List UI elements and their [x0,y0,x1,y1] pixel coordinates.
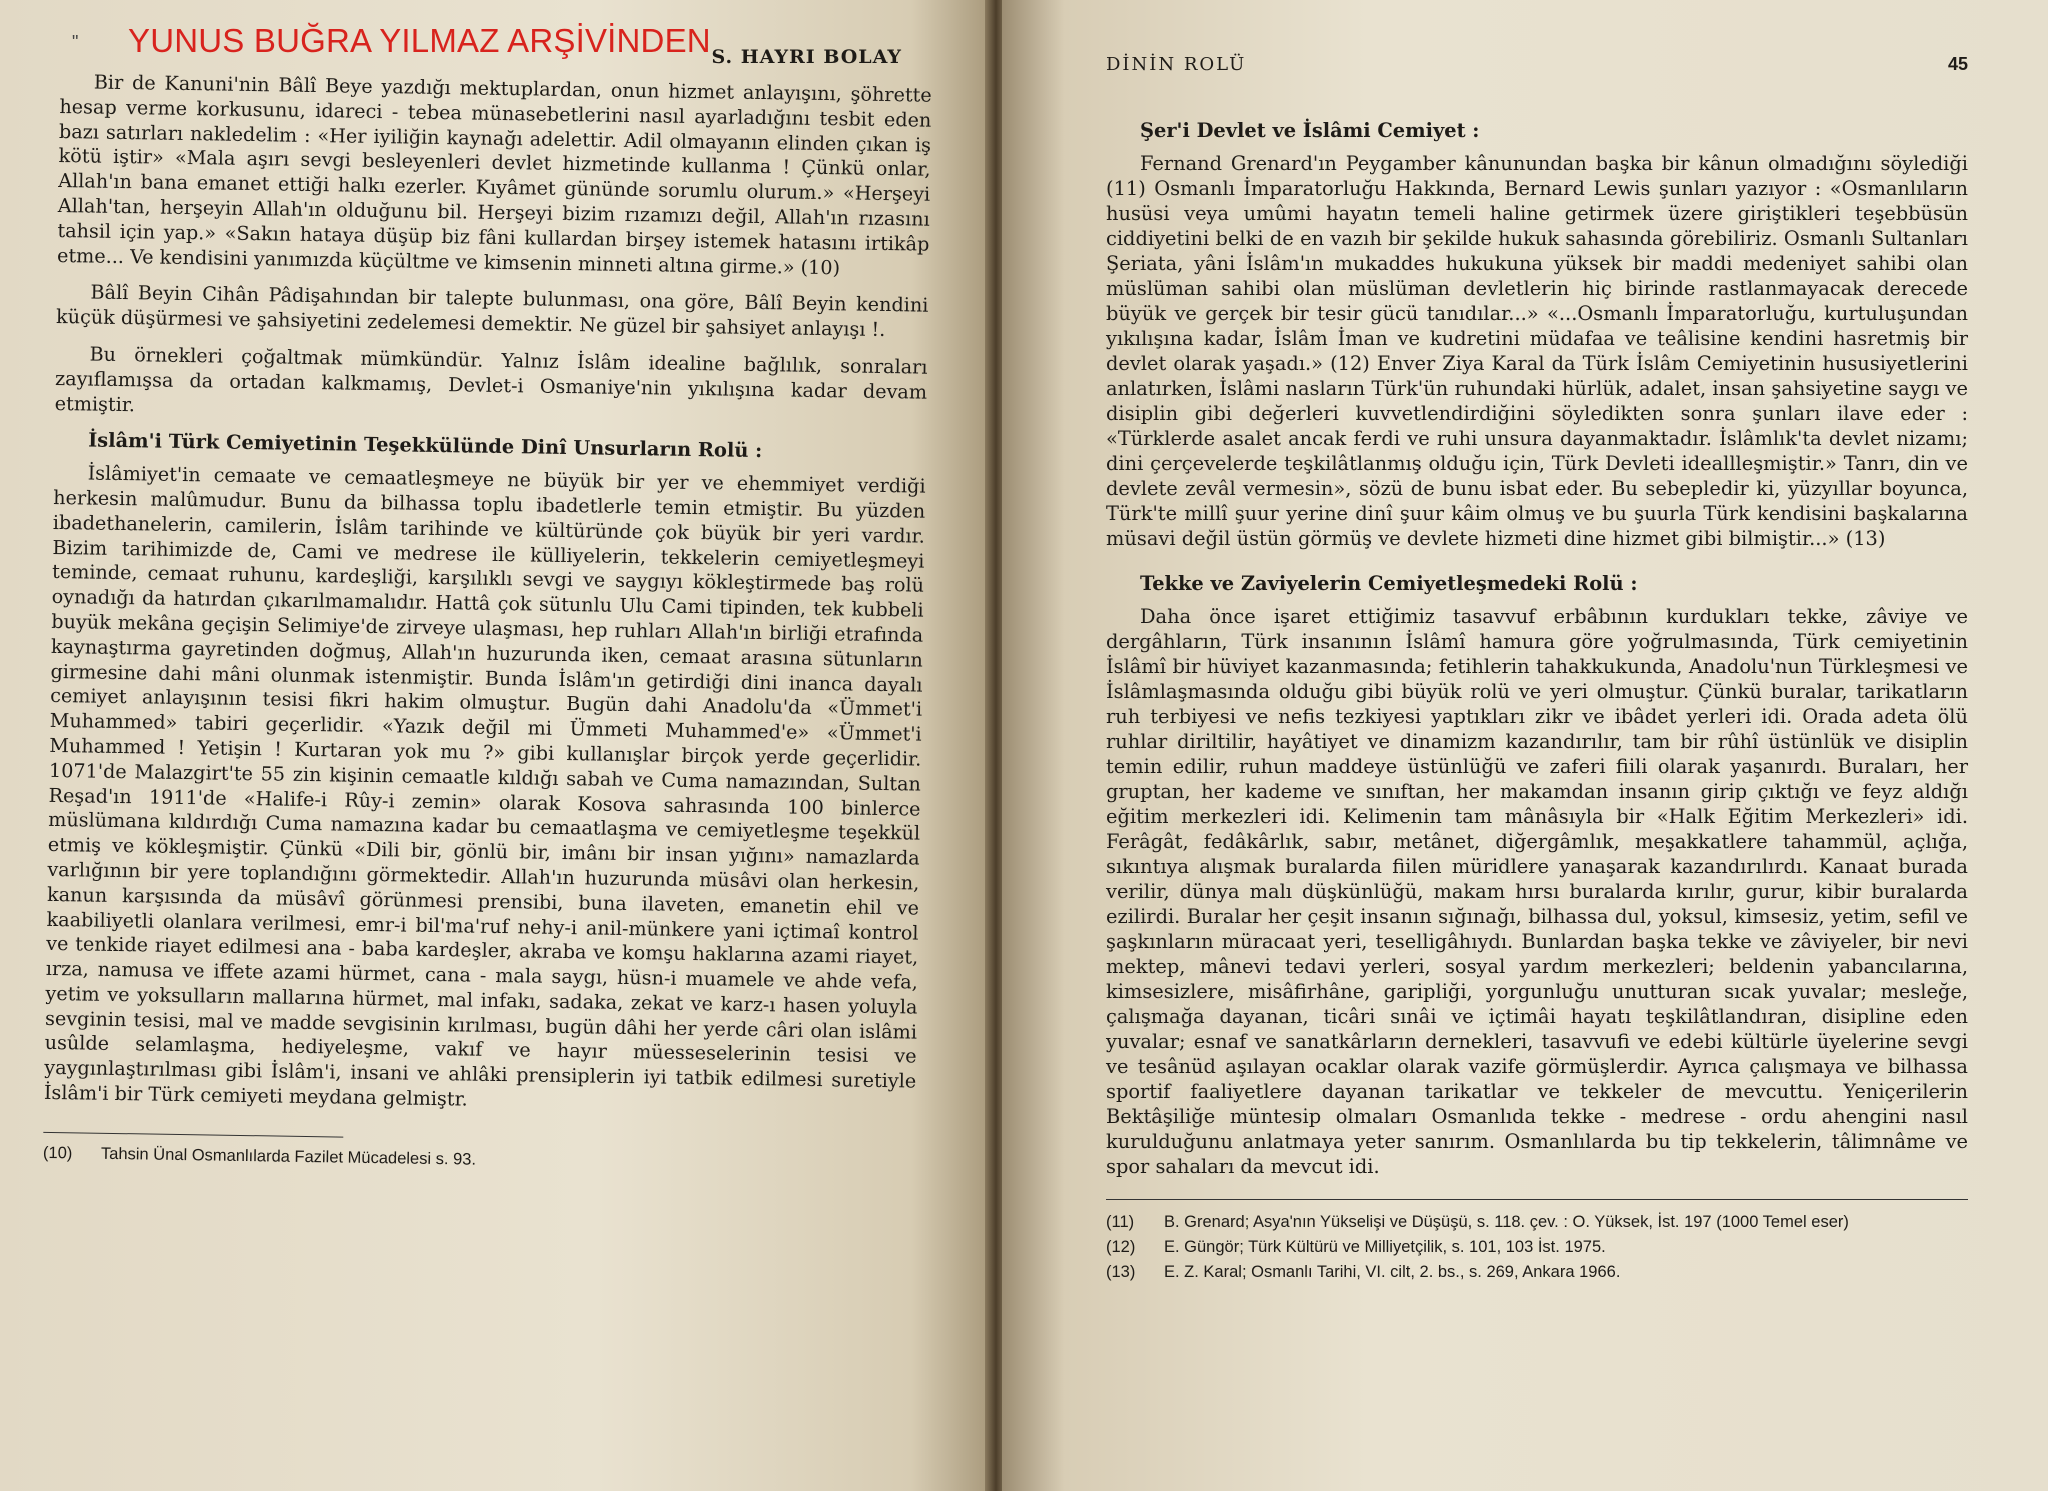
paragraph: Bâlî Beyin Cihân Pâdişahından bir talepte bulunması, ona göre, Bâlî Beyin kendini küçük düşürmesi ve şahsiyetini zedelemesi demektir. Ne güzel bir şahsiyet anlayışı !. [55,280,929,342]
page-number: 45 [1947,54,1968,74]
archive-watermark-label: YUNUS BUĞRA YILMAZ ARŞİVİNDEN [128,22,711,59]
footnote-number: (13) [1106,1263,1136,1281]
section-heading: Şer'i Devlet ve İslâmi Cemiyet : [1140,119,1480,142]
right-running-head [1106,46,1968,114]
footnote-rule [1106,1199,1968,1200]
footnote-number: (11) [1106,1213,1135,1231]
paragraph: İslâmiyet'in cemaate ve cemaatleşmeye ne büyük bir yer ve ehemmiyet verdiği herkesin malûmudur. Bunu da bilhassa toplu ibadetlerle temin etmiştir. Bu yüzden ibadethanelerin, camilerin, İslâm tarihinde ve kültüründe çok büyük bir yeri vardır. Bizim tarihimizde de, Cami ve medrese ile külliyelerin, tekkelerin cemiyetleşmeyi teminde, cemaat ruhunu, kardeşliği, karşılıklı sevgi ve saygıyı kökleştirmede baş rolü oynadığı da hatırdan çıkarılmamalıdır. Hattâ çok sütunlu Ulu Cami tipinden, tek kubbeli buyük mekâna geçişin Selimiye'de zirveye ulaşması, hep ruhları Allah'ın birliği etrafında kaynaştırma gayretinden doğmuş, Allah'ın huzurunda iken, cemaat arasına sütunların girmesine dahi mâni olunmak istenmiştir. Bunda İslâm'ın getirdiği dini inanca dayalı cemiyet anlayışının tesisi fikri hakim olmuştur. Bugün dahi Anadolu'da «Ümmet'i Muhammed» tabiri geçerlidir. «Yazık değil mi Ümmeti Muhammed'e» «Ümmet'i Muhammed ! Yetişin ! Kurtaran yok mu ?» gibi kullanışlar birçok yerde geçerlidir. 1071'de Malazgirt'te 55 zin kişinin cemaatle kıldığı sabah ve Cuma namazından, Sultan Reşad'ın 1911'de «Halife-i Rûy-i zemin» olarak Kosova sahrasında 100 binlerce müslümana kıldırdığı Cuma namazına kadar bu cemaatlaşma ve cemiyetleşme teşekkül etmiş ve kökleşmiştir. Çünkü «Dili bir, gönlü bir, imânı bir insan yığını» namazlarda varlığının bir yere toplandığını görmektedir. Allah'ın huzurunda müsâvi olan herkesin, kanun karşısında da müsâvî görünmesi prensibi, buna ilaveten, emanetin ehil ve kaabiliyetli olanlara verilmesi, emr-i bil'ma'ruf nehy-i anil-münkere yani içtimaî kontrol ve tenkide riayet edilmesi ana - baba kardeşler, akraba ve komşu haklarına azami riayet, ırza, namusa ve iffete azami hürmet, cana - mala saygı, hüsn-i muamele ve ahde vefa, yetim ve yoksulların mallarına hürmet, mal infakı, sadaka, zekat ve karz-ı hasen yoluyla sevginin tesisi, mal ve madde sevgisinin kırılması, bugün dâhi her yerde câri olan islâmi usûlde selamlaşma, hediyeleşme, vakıf ve hayır müesseselerinin tesisi ve yaygınlaştırılması gibi İslâm'i, insani ve ahlâki prensiplerin iyi tatbik edilmesi suretiyle İslâm'i bir Türk cemiyeti meydana gelmiştr. [43,461,926,1111]
page-mark: " [72,32,79,52]
right-page [1002,0,2048,1491]
footnote-number: (10) [42,1143,73,1163]
paragraph: Bir de Kanuni'nin Bâlî Beye yazdığı mektuplardan, onun hizmet anlayışını, şöhrette hesap verme korkusunu, idareci - tebea münasebetlerini nasıl ayarladığını tesbit eden bazı satırları nakledelim : «Her iyiliğin kaynağı adelettir. Adil olmayanın elinden çıkan iş kötü iştir» «Mala aşırı sevgi besleyenleri devlet hizmetinde kullanma ! Çünkü onlar, Allah'ın bana emanet ettiği halkı ezerler. Kıyâmet gününde sorumlu olurum.» «Herşeyi Allah'tan, herşeyin Allah'ın olduğunu bil. Herşeyi bizim rızamızı değil, Allah'ın rızasını tahsil için yap.» «Sakın hataya düşüp biz fâni kullardan birşey istemek hatasını irtikâp etme... Ve kendisini yanımızda küçültme ve kimsenin minneti altına girme.» (10) [56,70,932,279]
footnotes [43,1141,915,1180]
footnote-text: E. Z. Karal; Osmanlı Tarihi, VI. cilt, 2. bs., s. 269, Ankara 1966. [1164,1263,1621,1281]
paragraph: Daha önce işaret ettiğimiz tasavvuf erbâbının kurdukları tekke, zâviye ve dergâhların, Türk insanının İslâmî hamura göre yoğrulmasında, Türk cemiyetinin İslâmî bir hüviyet kazanmasında; fetihlerin tahakkukunda, Anadolu'nun Türkleşmesi ve İslâmlaşmasında olduğu gibi büyük rolü ve yeri olmuştur. Çünkü buralar, tarikatların ruh terbiyesi ve nefis tezkiyesi yaptıkları zikr ve ibâdet yerleri idi. Orada adeta ölü ruhlar diriltilir, hayâtiyet ve dinamizm kazandırılır, tam bir rûhî üstünlük ve disiplin temin edilir, ruhun maddeye üstünlüğü ve zaferi fiili olarak yaşanırdı. Buraları, her gruptan, her kademe ve sınıftan, her makamdan insanın girip çıktığı ve feyz aldığı eğitim merkezleri idi. Kelimenin tam mânâsıyla bir «Halk Eğitim Merkezleri» idi. Ferâgât, fedâkârlık, sabır, metânet, diğergâmlık, meşakkatlere tahammül, açlığa, sıkıntıya alışmak buralarda fiilen müridlere yanaşarak kazandırılırdı. Kanaat burada verilir, dünya malı düşkünlüğü, makam hırsı buralarda kırılır, gurur, kibir buralarda ezilirdi. Buralar her çeşit insanın sığınağı, bilhassa dul, yoksul, kimsesiz, yetim, sefil ve şaşkınların müracaat yeri, teselligâhıydı. Bunlardan başka tekke ve zâviyeler, bir nevi mektep, mânevi tedavi yerleri, sosyal yardım merkezleri; beldenin yabancılarına, kimsesizlere, misâfirhâne, garipliği, yorgunluğu unutturan sıcak yuvalar; mesleğe, çalışmağa dayanan, ticâri sınâi ve içtimâi hayatı teşkilâtlandıran, disipline eden yuvalar; esnaf ve sanatkârların dernekleri, tasavvufi ve edebi kültürle üyelerine sevgi ve tesânüd aşılayan ocaklar olarak vazife görmüşlerdir. Ayrıca çalışmaya ve bilhassa sportif faaliyetlere dayanan tarikatlar ve tekkeler de mevcuttu. Yeniçerilerin Bektâşiliğe müntesip olmaları Osmanlıda tekke - medrese - ordu ahengini nasıl kurulduğunu anlatmaya yeter sanırım. Osmanlılarda bu tip tekkelerin, tâlimnâme ve spor sahaları da mevcut idi. [1106,605,1968,1178]
paragraph: Fernand Grenard'ın Peygamber kânunundan başka bir kânun olmadığını söylediği (11) Osmanlı İmparatorluğu Hakkında, Bernard Lewis şunları yazıyor : «Osmanlıların husüsi veya umûmi hayatın temeli haline getirmek üzere giriştikleri teşebbüsün ciddiyetini belki de en vazıh bir şekilde hukuk sahasında görebiliriz. Osmanlı Sultanları Şeriata, yâni İslâm'ın mukaddes hukukuna yüksek bir maddi medeniyet sahibi olan müslüman sahibi olan müslüman devletlerin hiç birinde rastlanmayacak derecede büyük ve gerçek bir tesir gücü tanıdılar...» «...Osmanlı İmparatorluğu, kurtuluşundan yıkılışına kadar, İslâm İman ve kudretini müdafaa ve teâlisine kendini hasretmiş bir devlet olarak yaşadı.» (12) Enver Ziya Karal da Türk İslâm Cemiyetinin hususiyetlerini anlatırken, İslâmi nasların Türk'ün ruhundaki hürlük, adalet, insan şahsiyetine saygı ve disiplin gibi değerleri kuvvetlendirdiğini söyledikten sonra şunları ilave eder : «Türklerde asalet ancak ferdi ve ruhi unsura dayanmaktadır. İslâmlık'ta devlet nizamı; dini çerçevelerde teşkilâtlanmış olduğu için, Türk Devleti ideallleşmiştir.» Tanrı, din ve devlete zevâl vermesin», sözü de bunu isbat eder. Bu sebepledir ki, yüzyıllar boyunca, Türk'te millî şuur yerine dinî şuur kâim olmuş ve bu şuurla Türk kendisini başkalarına müsavi değil üstün görmüş ve devlete hizmeti dine hizmet gibi bilmiştir...» (13) [1106,152,1968,550]
right-body-text [1106,118,1968,1285]
footnote [1106,1235,1968,1260]
footnote-text: Tahsin Ünal Osmanlılarda Fazilet Mücadelesi s. 93. [100,1144,477,1169]
footnote [1106,1210,1968,1235]
author-running-head: S. HAYRI BOLAY [711,46,902,68]
left-body-text [43,70,932,1179]
footnotes [1106,1210,1968,1285]
paragraph: Bu örnekleri çoğaltmak mümkündür. Yalnız İslâm idealine bağlılık, sonraları zayıflamışsa da ortadan kalkmamış, Devlet-i Osmaniye'nin yıkılışına kadar devam etmiştir. [54,342,928,416]
left-page [0,0,990,1491]
footnote-rule [43,1132,343,1138]
footnote-number: (12) [1106,1238,1136,1256]
footnote [43,1141,915,1180]
section-heading: Tekke ve Zaviyelerin Cemiyetleşmedeki Rolü : [1140,572,1638,595]
section-heading: İslâm'i Türk Cemiyetinin Teşekkülünde Dinî Unsurların Rolü : [88,428,763,463]
left-running-head [60,22,932,70]
footnote-text: E. Güngör; Türk Kültürü ve Milliyetçilik, s. 101, 103 İst. 1975. [1164,1238,1606,1256]
footnote-text: B. Grenard; Asya'nın Yükselişi ve Düşüşü, s. 118. çev. : O. Yüksek, İst. 197 (1000 Temel eser) [1164,1213,1849,1231]
footnote [1106,1260,1968,1285]
running-title: DİNİN ROLÜ [1106,54,1247,75]
